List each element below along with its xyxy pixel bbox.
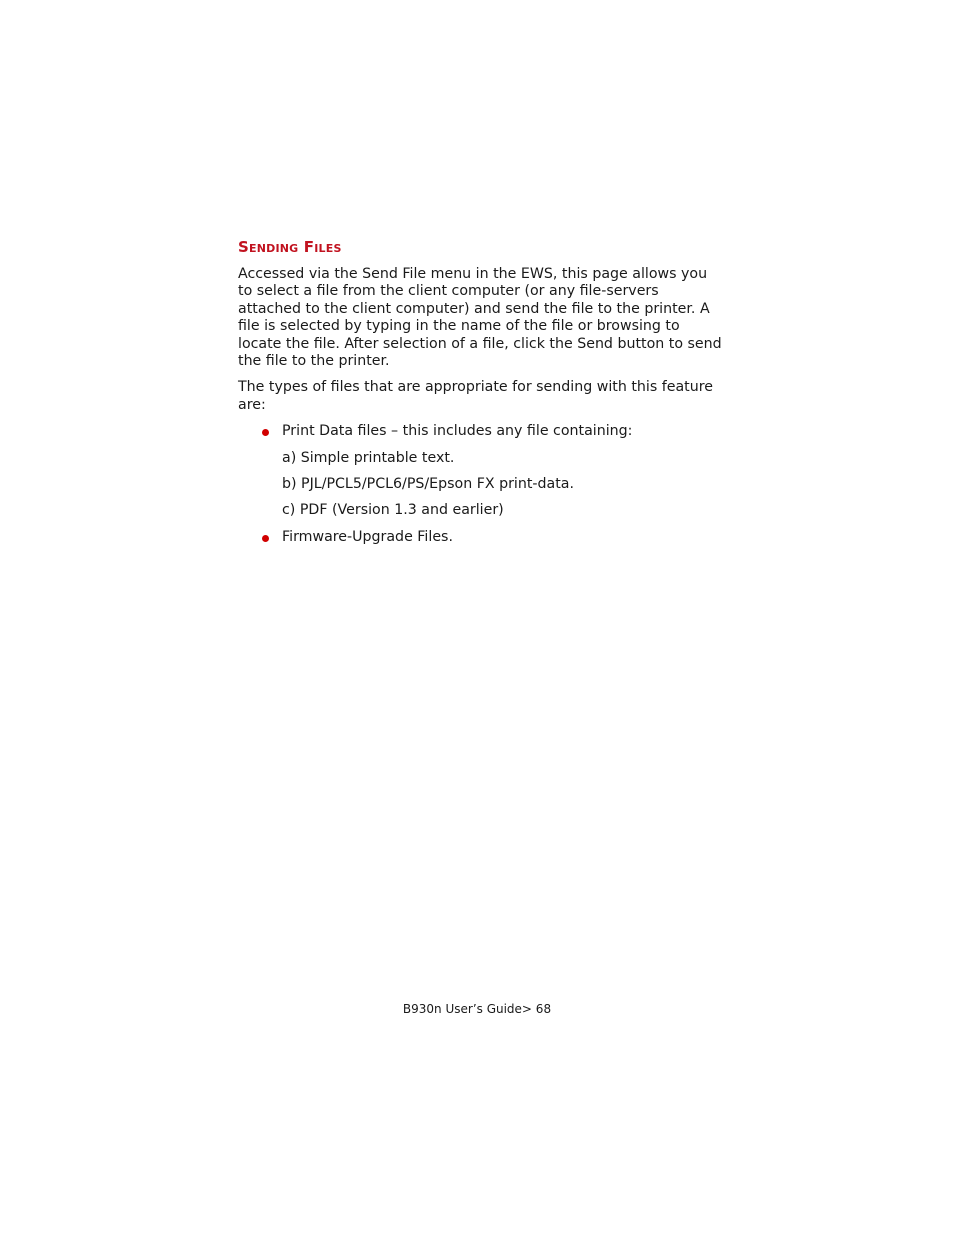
sub-item-pdf: c) PDF (Version 1.3 and earlier) [282, 502, 504, 519]
bullet-dot-icon [262, 429, 269, 436]
list-item-firmware [238, 529, 724, 546]
page-footer: B930n User’s Guide> 68 [402, 1002, 552, 1016]
page-content [238, 236, 724, 555]
bullet-dot-icon [262, 535, 269, 542]
section-heading: Sending Files [238, 238, 342, 256]
file-types-list [238, 423, 724, 546]
sub-item-simple-text: a) Simple printable text. [282, 449, 455, 466]
list-item-text: Print Data files – this includes any file containing: [282, 423, 633, 440]
file-types-paragraph: The types of files that are appropriate for sending with this feature are: [238, 379, 713, 413]
sub-item-print-data: b) PJL/PCL5/PCL6/PS/Epson FX print-data. [282, 476, 575, 493]
list-item-text: Firmware-Upgrade Files. [282, 528, 453, 545]
list-item-print-data [238, 423, 724, 440]
intro-paragraph: Accessed via the Send File menu in the EWS, this page allows you to select a file from the client computer (or any file-servers attached to the client computer) and send the file to the printer. A file is selected by typing in the name of the file or browsing to locate the file. After selection of a file, click the Send button to send the file to the printer. [238, 266, 722, 370]
